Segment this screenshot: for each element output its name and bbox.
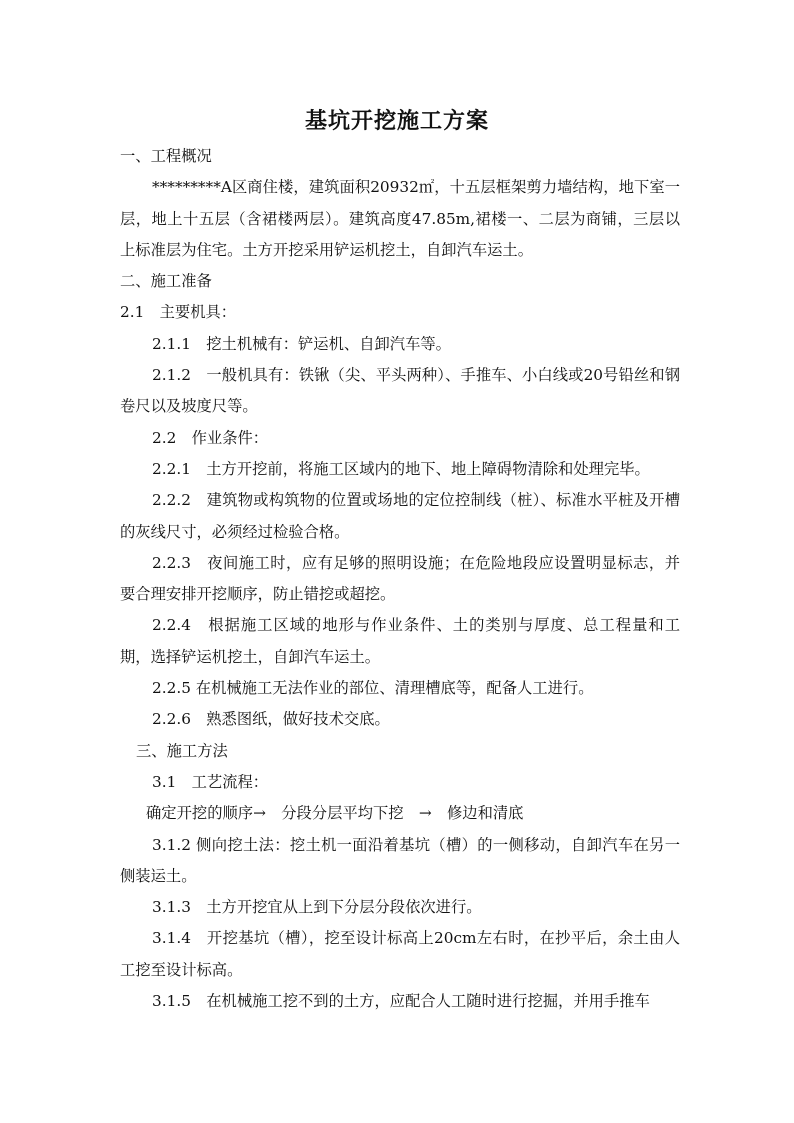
document-title: 基坑开挖施工方案 (304, 108, 489, 134)
subsection-2-2: 2.2 作业条件： (152, 428, 269, 447)
item-3-1-5: 3.1.5 在机械施工挖不到的土方，应配合人工随时进行挖掘，并用手推车 (152, 992, 650, 1011)
paragraph-overview: *********A区商住楼，建筑面积20932㎡，十五层框架剪力墙结构，地下室一层，地上十五层（含裙楼两层）。建筑高度47.85m,裙楼一、二层为商铺，三层以上标准层为住宅。土方开挖采用铲运机挖土，自卸汽车运土。 (120, 178, 680, 259)
process-flow: 确定开挖的顺序→ 分段分层平均下挖 → 修边和清底 (146, 804, 524, 823)
item-2-1-2: 2.1.2 一般机具有：铁锹（尖、平头两种）、手推车、小白线或20号铅丝和钢卷尺以及坡度尺等。 (120, 366, 680, 416)
item-2-2-5: 2.2.5 在机械施工无法作业的部位、清理槽底等，配备人工进行。 (152, 679, 594, 698)
item-2-2-4: 2.2.4 根据施工区域的地形与作业条件、土的类别与厚度、总工程量和工期，选择铲运机挖土，自卸汽车运土。 (120, 616, 680, 666)
item-2-1-1: 2.1.1 挖土机械有：铲运机、自卸汽车等。 (152, 334, 451, 353)
document-body (120, 141, 680, 1017)
subsection-2-1: 2.1 主要机具： (120, 303, 237, 322)
item-2-2-1: 2.2.1 土方开挖前，将施工区域内的地下、地上障碍物清除和处理完毕。 (152, 459, 650, 478)
item-3-1-2: 3.1.2 侧向挖土法：挖土机一面沿着基坑（槽）的一侧移动，自卸汽车在另一侧装运土。 (120, 835, 680, 885)
item-3-1-3: 3.1.3 土方开挖宜从上到下分层分段依次进行。 (152, 898, 482, 917)
section-heading-2: 二、施工准备 (120, 272, 212, 291)
section-heading-1: 一、工程概况 (120, 147, 212, 165)
item-2-2-3: 2.2.3 夜间施工时，应有足够的照明设施；在危险地段应设置明显标志，并要合理安排开挖顺序，防止错挖或超挖。 (120, 553, 680, 604)
section-heading-3: 三、施工方法 (136, 741, 228, 760)
item-2-2-2: 2.2.2 建筑物或构筑物的位置或场地的定位控制线（桩）、标准水平桩及开槽的灰线尺寸，必须经过检验合格。 (120, 491, 680, 541)
item-3-1-4: 3.1.4 开挖基坑（槽），挖至设计标高上20cm左右时，在抄平后，余土由人工挖至设计标高。 (120, 929, 680, 979)
subsection-3-1: 3.1 工艺流程： (152, 772, 269, 791)
item-2-2-6: 2.2.6 熟悉图纸，做好技术交底。 (152, 710, 390, 729)
